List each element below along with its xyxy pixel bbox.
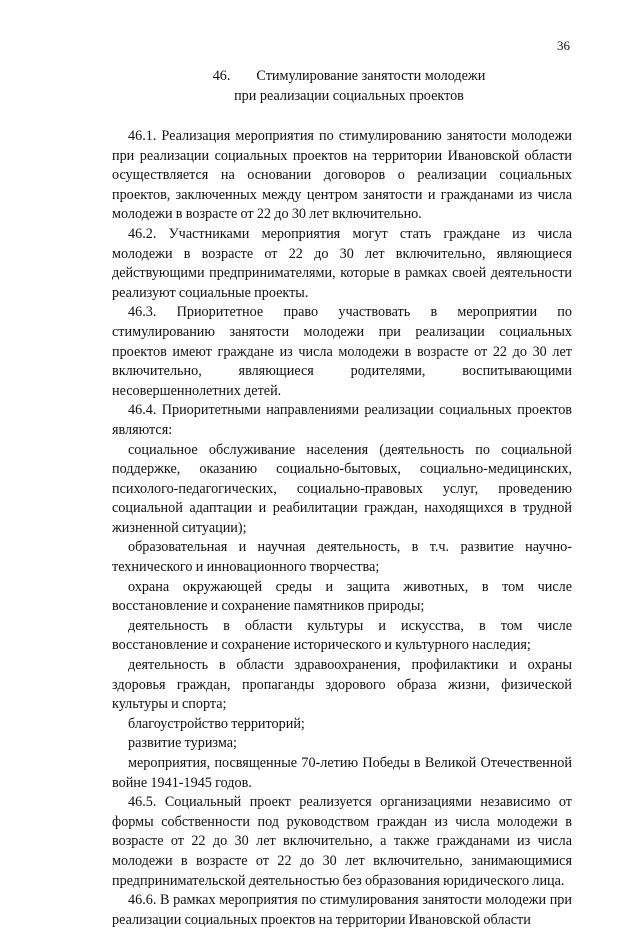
list-item-tourism: развитие туризма;	[128, 735, 237, 752]
list-item-improvement: благоустройство территорий;	[128, 715, 305, 732]
document-body	[112, 127, 572, 930]
list-item-social-services: социальное обслуживание населения (деятельность по социальной поддержке, оказанию социально-бытовых, социально-медицинских, психолого-педагогических, социально-правовых услуг, проведению социальной адаптации и реабилитации граждан, находящихся в трудной жизненной ситуации);	[112, 441, 572, 536]
list-item-education: образовательная и научная деятельность, в т.ч. развитие научно-технического и инновационного творчества;	[112, 539, 572, 576]
paragraph-46-2: 46.2. Участниками мероприятия могут стать граждане из числа молодежи в возрасте от 22 до 30 лет включительно, являющиеся действующими предпринимателями, которые в рамках своей деятельности реализуют социальные проекты.	[112, 225, 572, 301]
page-number: 36	[557, 38, 570, 53]
paragraph-46-5: 46.5. Социальный проект реализуется организациями независимо от формы собственности под руководством граждан из числа молодежи в возрасте от 22 до 30 лет включительно, а также гражданами из числа молодежи в возрасте от 22 до 30 лет включительно, занимающимися предпринимательской деятельностью без образования юридического лица.	[112, 794, 572, 889]
paragraph-46-3: 46.3. Приоритетное право участвовать в мероприятии по стимулированию занятости молодежи при реализации социальных проектов имеют граждане из числа молодежи в возрасте от 22 до 30 лет включительно, являющиеся родителями, воспитывающими несовершеннолетних детей.	[112, 304, 572, 399]
section-number: 46.	[212, 68, 231, 84]
section-heading-line-1	[112, 66, 586, 86]
section-title-line-1: Стимулирование занятости молодежи	[256, 68, 486, 84]
list-item-culture: деятельность в области культуры и искусства, в том числе восстановление и сохранение исторического и культурного наследия;	[112, 617, 572, 654]
paragraph-46-6: 46.6. В рамках мероприятия по стимулирования занятости молодежи при реализации социальных проектов на территории Ивановской области	[112, 892, 572, 928]
paragraph-46-4: 46.4. Приоритетными направлениями реализации социальных проектов являются:	[112, 402, 572, 438]
paragraph-46-1: 46.1. Реализация мероприятия по стимулированию занятости молодежи при реализации социальных проектов на территории Ивановской области осуществляется на основании договоров о реализации социальных проектов, заключенных между центром занятости и гражданами из числа молодежи в возрасте от 22 до 30 лет включительно.	[112, 128, 572, 223]
list-item-healthcare: деятельность в области здравоохранения, профилактики и охраны здоровья граждан, пропаганды здорового образа жизни, физической культуры и спорта;	[112, 657, 572, 713]
section-title-line-2: при реализации социальных проектов	[234, 88, 464, 104]
list-item-victory-events: мероприятия, посвященные 70-летию Победы в Великой Отечественной войне 1941-1945 годов.	[112, 755, 572, 791]
list-item-environment: охрана окружающей среды и защита животных, в том числе восстановление и сохранение памятников природы;	[112, 578, 572, 615]
section-heading	[112, 66, 586, 106]
